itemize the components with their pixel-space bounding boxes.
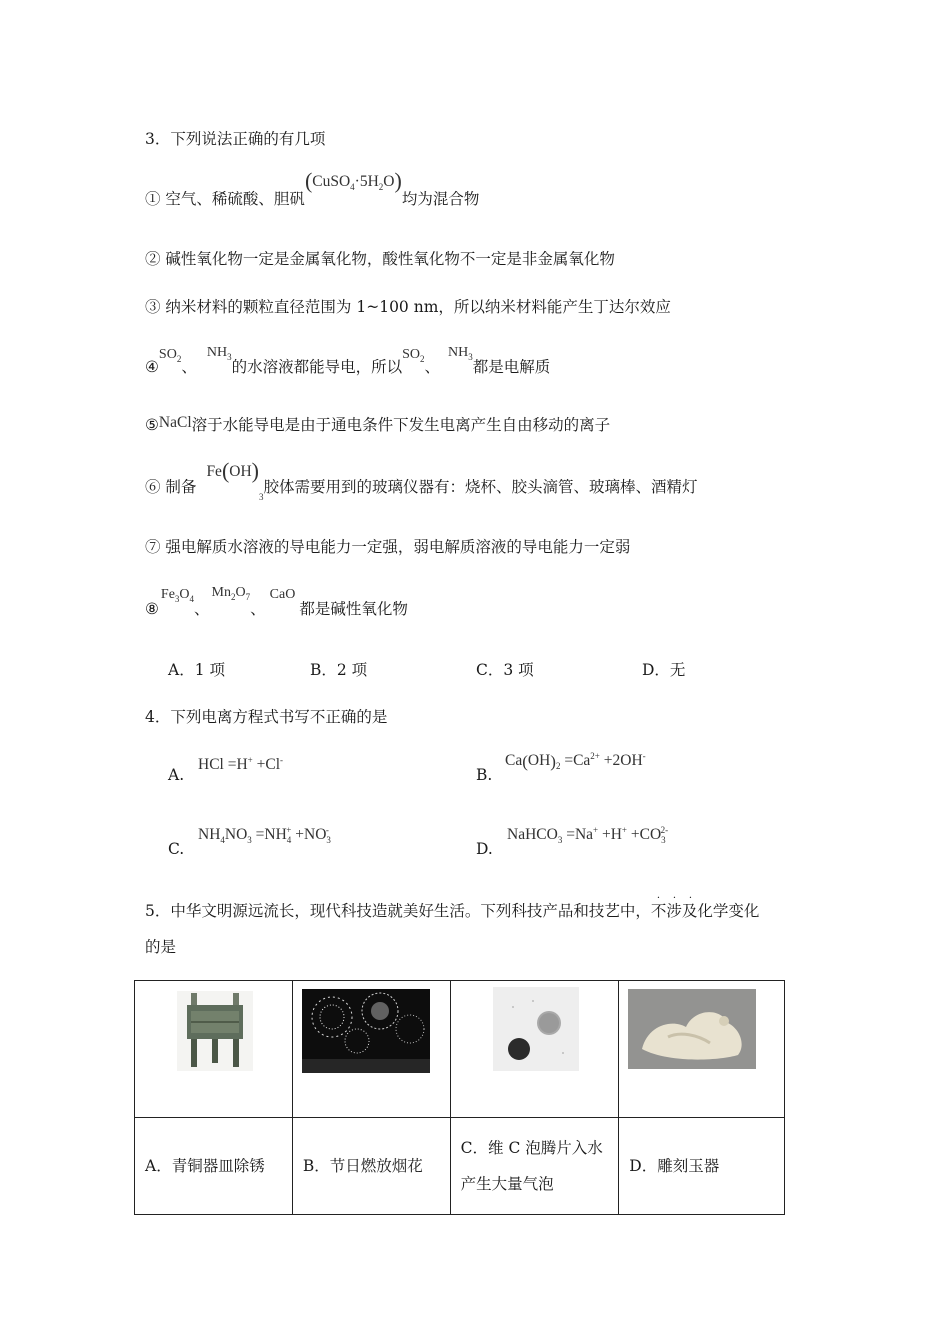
image-cell-d <box>619 981 785 1118</box>
q4-equation-c: $NH_4NO_3 =NH_4^+ +NO_3^-$ <box>198 824 331 846</box>
q4-equation-b: $Ca(OH)_2 =Ca^{2+} +2OH^-$ <box>505 750 646 772</box>
q3-option-a[interactable]: A．1 项 <box>168 661 225 679</box>
q4-option-a-label[interactable]: A. <box>168 766 185 784</box>
carved-jade-image <box>628 989 756 1069</box>
effervescent-tablet-image <box>493 987 579 1071</box>
q3-option-b[interactable]: B．2 项 <box>310 661 368 679</box>
formula-cuso4-5h2o: $(CuSO_4\cdot 5H_2O)$ <box>304 168 402 193</box>
q3-statement-4: $④SO_2$、$NH_3$的水溶液都能导电，所以$SO_2$、$NH_3$都是电解质 <box>145 345 551 376</box>
image-cell-a <box>135 981 293 1118</box>
formula-nh3-b: $NH_3$ <box>448 345 473 362</box>
q3-statement-1 <box>145 168 480 218</box>
q3-stem: 3．下列说法正确的有几项 <box>145 130 326 148</box>
formula-fe3o4: $Fe_3O_4$ <box>160 587 195 604</box>
formula-nacl: NaCl <box>158 414 192 431</box>
q4-option-c-label[interactable]: C. <box>168 840 185 858</box>
formula-nh3: $NH_3$ <box>206 345 232 362</box>
image-cell-c <box>450 981 619 1118</box>
q3-statement-2: ② 碱性氧化物一定是金属氧化物，酸性氧化物不一定是非金属氧化物 <box>145 250 615 268</box>
image-cell-b <box>292 981 450 1118</box>
q3-s1-post: 均为混合物 <box>401 190 480 208</box>
q3-option-c[interactable]: C．3 项 <box>476 661 534 679</box>
option-c-cell[interactable]: C．维 C 泡腾片入水 产生大量气泡 <box>450 1118 619 1215</box>
formula-cao: CaO <box>269 587 296 602</box>
q5-stem: 5．中华文明源远流长，现代科技造就美好生活。下列科技产品和技艺中， · · · 不涉及化学变化 <box>145 893 760 920</box>
formula-so2-b: $SO_2$ <box>402 347 425 364</box>
q3-statement-8: $⑧Fe_3O_4$、$Mn_2O_7$、CaO都是碱性氧化物 <box>145 585 408 618</box>
formula-mn2o7: $Mn_2O_7$ <box>211 585 251 602</box>
q4-option-b-label[interactable]: B. <box>476 766 493 784</box>
q4-equation-d: NaHCO$_3$ $=Na^+ +H^+ +CO_3^{2-}$ <box>507 824 669 846</box>
q5-stem-line2: 的是 <box>145 938 177 956</box>
emphasis-not-involve: · · · 不涉及 <box>650 893 698 920</box>
q5-options-table <box>134 980 785 1215</box>
q3-statement-6: ⑥ 制备$Fe(OH)_3$胶体需要用到的玻璃仪器有：烧杯、胶头滴管、玻璃棒、酒精灯 <box>145 458 698 503</box>
option-b-cell[interactable]: B．节日燃放烟花 <box>292 1118 450 1215</box>
q3-statement-7: ⑦ 强电解质水溶液的导电能力一定强，弱电解质溶液的导电能力一定弱 <box>145 538 631 556</box>
formula-so2: $SO_2$ <box>158 347 182 364</box>
q3-s1-pre: ① 空气、稀硫酸、胆矾 <box>145 190 305 208</box>
option-d-cell[interactable]: D．雕刻玉器 <box>619 1118 785 1215</box>
q3-statement-5: ⑤NaCl溶于水能导电是由于通电条件下发生电离产生自由移动的离子 <box>145 414 611 434</box>
fireworks-image <box>302 989 430 1073</box>
q4-equation-a: HCl =H+ +Cl- <box>198 754 284 773</box>
q4-option-d-label[interactable]: D. <box>476 840 493 858</box>
q3-option-d[interactable]: D．无 <box>642 661 686 679</box>
formula-feoh3: Fe(OH) <box>206 458 259 483</box>
bronze-vessel-image <box>177 991 253 1071</box>
q4-stem: 4．下列电离方程式书写不正确的是 <box>145 708 388 726</box>
option-a-cell[interactable]: A．青铜器皿除锈 <box>135 1118 293 1215</box>
q3-statement-3: ③ 纳米材料的颗粒直径范围为 1~100 nm，所以纳米材料能产生丁达尔效应 <box>145 298 671 316</box>
